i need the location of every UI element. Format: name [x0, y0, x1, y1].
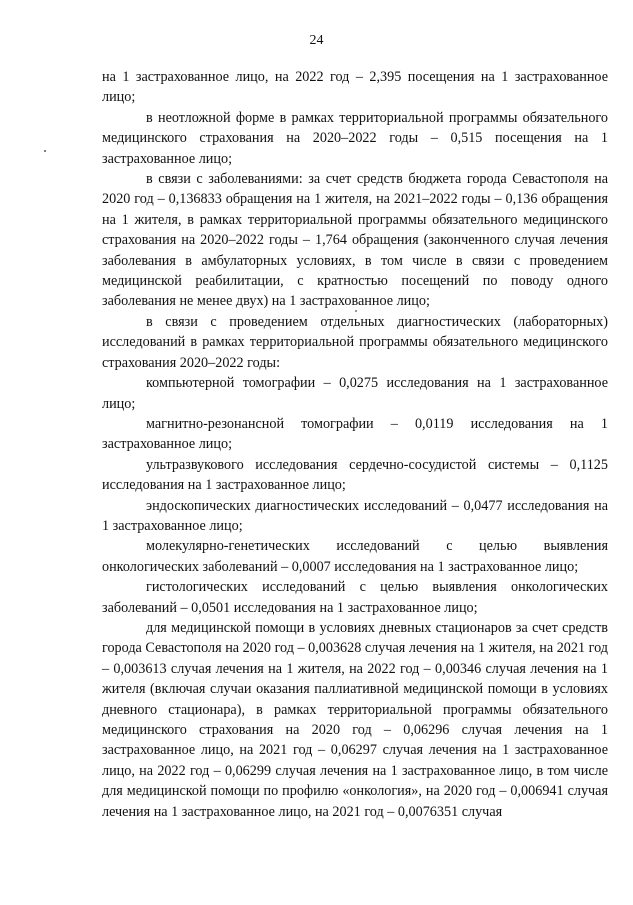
paragraph: ультразвукового исследования сердечно-сосудистой системы – 0,1125 исследования на 1 застрахованное лицо;: [102, 456, 608, 494]
paragraph: гистологических исследований с целью выявления онкологических заболеваний – 0,0501 исследования на 1 застрахованное лицо;: [102, 579, 608, 616]
paragraph: для медицинской помощи в условиях дневных стационаров за счет средств города Севастополя на 2020 год – 0,003628 случая лечения на 1 жителя, на 2021 год – 0,003613 случая лечения на 1 жителя, на 2022 год – 0,00346 случая лечения на 1 жителя (включая случаи оказания паллиативной медицинской помощи в условиях дневного стационара), в рамках территориальной программы обязательного медицинского страхования на 2020 год – 0,06296 случая лечения на 1 застрахованное лицо, на 2021 год – 0,06297 случая лечения на 1 застрахованное лицо, на 2022 год – 0,06299 случая лечения на 1 застрахованное лицо, в том числе для медицинской помощи по профилю «онкология», на 2020 год – 0,006941 случая лечения на 1 застрахованное лицо, на 2021 год – 0,0076351 случая: [102, 619, 608, 820]
paragraph: эндоскопических диагностических исследований – 0,0477 исследования на 1 застрахованное лицо;: [102, 497, 608, 534]
paragraph: магнитно-резонансной томографии – 0,0119 исследования на 1 застрахованное лицо;: [102, 415, 608, 453]
page-number: 24: [309, 33, 324, 48]
paragraph: в связи с заболеваниями: за счет средств бюджета города Севастополя на 2020 год – 0,136833 обращения на 1 жителя, на 2021–2022 годы – 0,136 обращения на 1 жителя, в рамках территориальной программы обязательного медицинского страхования на 2020–2022 годы – 1,764 обращения (законченного случая лечения заболевания в амбулаторных условиях, в том числе в связи с проведением медицинской реабилитации, с кратностью посещений по поводу одного заболевания не менее двух) на 1 застрахованное лицо;: [102, 171, 608, 310]
paragraph: молекулярно-генетических исследований с целью выявления онкологических заболеваний – 0,0007 исследования на 1 застрахованное лицо;: [102, 538, 608, 575]
paragraph: в связи с проведением отдельных диагностических (лабораторных) исследований в рамках территориальной программы обязательного медицинского страхования 2020–2022 годы:: [102, 313, 608, 371]
paragraph: компьютерной томографии – 0,0275 исследования на 1 застрахованное лицо;: [102, 375, 608, 412]
paragraph: на 1 застрахованное лицо, на 2022 год – 2,395 посещения на 1 застрахованное лицо;: [102, 69, 608, 106]
paragraph: в неотложной форме в рамках территориальной программы обязательного медицинского страхования на 2020–2022 годы – 0,515 посещения на 1 застрахованное лицо;: [102, 109, 608, 167]
scan-speck: [44, 150, 46, 152]
document-body: [102, 67, 608, 822]
